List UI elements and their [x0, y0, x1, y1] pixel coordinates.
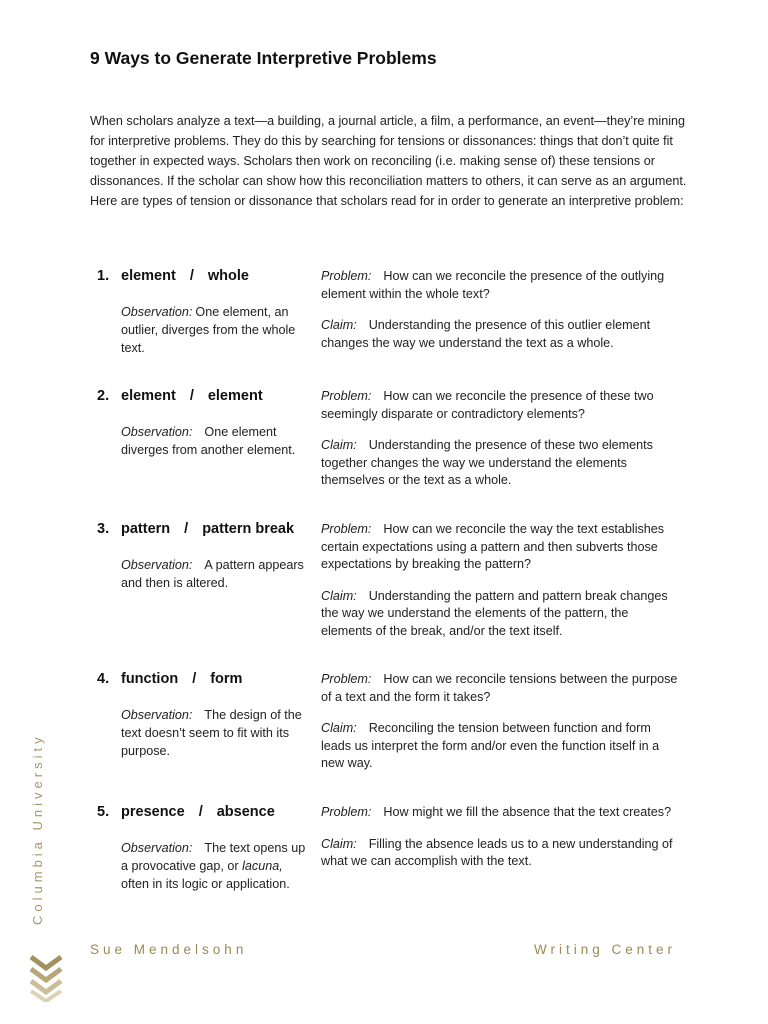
item-number: 4. — [97, 671, 110, 687]
footer-department: Writing Center — [533, 942, 676, 957]
claim — [321, 836, 681, 871]
problem-label: Problem: — [321, 389, 372, 403]
problem — [321, 268, 681, 303]
slash: / — [198, 804, 203, 820]
item-heading — [121, 804, 311, 820]
observation-label: Observation: — [121, 425, 193, 439]
intro-paragraph: When scholars analyze a text—a building, a journal article, a film, a performance, an event—they’re mining for interpretive problems. They do this by searching for tensions or dissonances: things that don’t quite fit together in expected ways. Scholars then work on reconciling (i.e. making sense of) these tensions or dissonances. If the scholar can show how this reconciliation matters to others, it can serve as an argument. Here are types of tension or dissonance that scholars read for in order to generate an interpretive problem: — [90, 114, 687, 208]
observation-label: Observation: — [121, 558, 193, 572]
item-heading — [121, 268, 311, 284]
chevron-1-icon — [31, 957, 61, 968]
slash: / — [189, 388, 194, 404]
problem — [321, 671, 681, 706]
observation-text: One element, an outlier, diverges from the whole text. — [121, 305, 296, 355]
problem-claim — [321, 804, 681, 871]
term-b: form — [210, 671, 243, 687]
observation-text: One element diverges from another element. — [121, 425, 296, 457]
term-a: function — [121, 671, 179, 687]
vertical-university-label: Columbia University — [30, 733, 45, 925]
observation-text: A pattern appears and then is altered. — [121, 558, 304, 590]
footer-author: Sue Mendelsohn — [90, 942, 248, 957]
term-b: whole — [207, 268, 249, 284]
term-a: pattern — [121, 521, 171, 537]
problem — [321, 388, 681, 423]
observation-label: Observation: — [121, 841, 193, 855]
observation-label: Observation: — [121, 305, 193, 319]
claim-text: Understanding the presence of this outlier element changes the way we understand the text as a whole. — [321, 318, 651, 350]
problem-text: How can we reconcile the way the text establishes certain expectations using a pattern and then subverts those expectations by breaking the pattern? — [321, 522, 665, 571]
problem-text: How might we fill the absence that the text creates? — [383, 805, 672, 819]
claim — [321, 317, 681, 352]
term-a: element — [121, 388, 176, 404]
observation — [121, 839, 311, 893]
item-heading — [121, 388, 311, 404]
problem-label: Problem: — [321, 805, 372, 819]
problem-label: Problem: — [321, 522, 372, 536]
problem — [321, 521, 681, 574]
problem-text: How can we reconcile the presence of these two seemingly disparate or contradictory elements? — [321, 389, 654, 421]
observation-text-post: often in its logic or application. — [121, 877, 290, 891]
claim-label: Claim: — [321, 438, 357, 452]
observation-text-pre: The text opens up a provocative gap, or — [121, 841, 306, 873]
problem-claim — [321, 521, 681, 640]
problem-label: Problem: — [321, 672, 372, 686]
observation-text: The design of the text doesn’t seem to fit with its purpose. — [121, 708, 302, 758]
problem-claim — [321, 388, 681, 490]
chevron-logo-icon — [28, 952, 64, 1002]
page-title: 9 Ways to Generate Interpretive Problems — [90, 48, 437, 68]
observation-label: Observation: — [121, 708, 193, 722]
item-number: 5. — [97, 804, 110, 820]
claim — [321, 437, 681, 490]
claim-text: Understanding the pattern and pattern break changes the way we understand the elements of the pattern, the elements of the break, and/or the text itself. — [321, 588, 668, 638]
observation — [121, 423, 311, 459]
term-a: element — [121, 268, 176, 284]
claim-label: Claim: — [321, 721, 357, 735]
problem-text: How can we reconcile tensions between the purpose of a text and the form it takes? — [321, 672, 678, 704]
slash: / — [192, 671, 197, 687]
term-b: absence — [216, 804, 275, 820]
claim-label: Claim: — [321, 836, 357, 851]
claim — [321, 588, 681, 641]
claim-text: Filling the absence leads us to a new understanding of what we can accomplish with the text. — [321, 836, 673, 868]
problem-claim — [321, 268, 681, 352]
problem-text: How can we reconcile the presence of the outlying element within the whole text? — [321, 269, 665, 301]
claim — [321, 720, 681, 773]
slash: / — [189, 268, 194, 284]
item-heading — [121, 671, 311, 687]
term-b: pattern break — [202, 521, 295, 537]
slash: / — [184, 521, 189, 537]
claim-text: Understanding the presence of these two elements together changes the way we understand the elements themselves or the text as a whole. — [321, 438, 653, 487]
observation-text-italic: lacuna, — [242, 859, 283, 873]
claim-label: Claim: — [321, 588, 357, 603]
claim-label: Claim: — [321, 318, 357, 332]
observation — [121, 556, 311, 592]
item-number: 3. — [97, 521, 110, 537]
observation — [121, 706, 311, 760]
item-number: 1. — [97, 268, 110, 284]
claim-text: Reconciling the tension between function and form leads us interpret the form and/or even the function itself in a new way. — [321, 721, 660, 770]
problem-claim — [321, 671, 681, 773]
term-b: element — [207, 388, 263, 404]
problem — [321, 804, 681, 822]
item-heading — [121, 521, 311, 537]
item-number: 2. — [97, 388, 110, 404]
observation — [121, 303, 311, 357]
term-a: presence — [121, 804, 185, 820]
problem-label: Problem: — [321, 269, 372, 283]
